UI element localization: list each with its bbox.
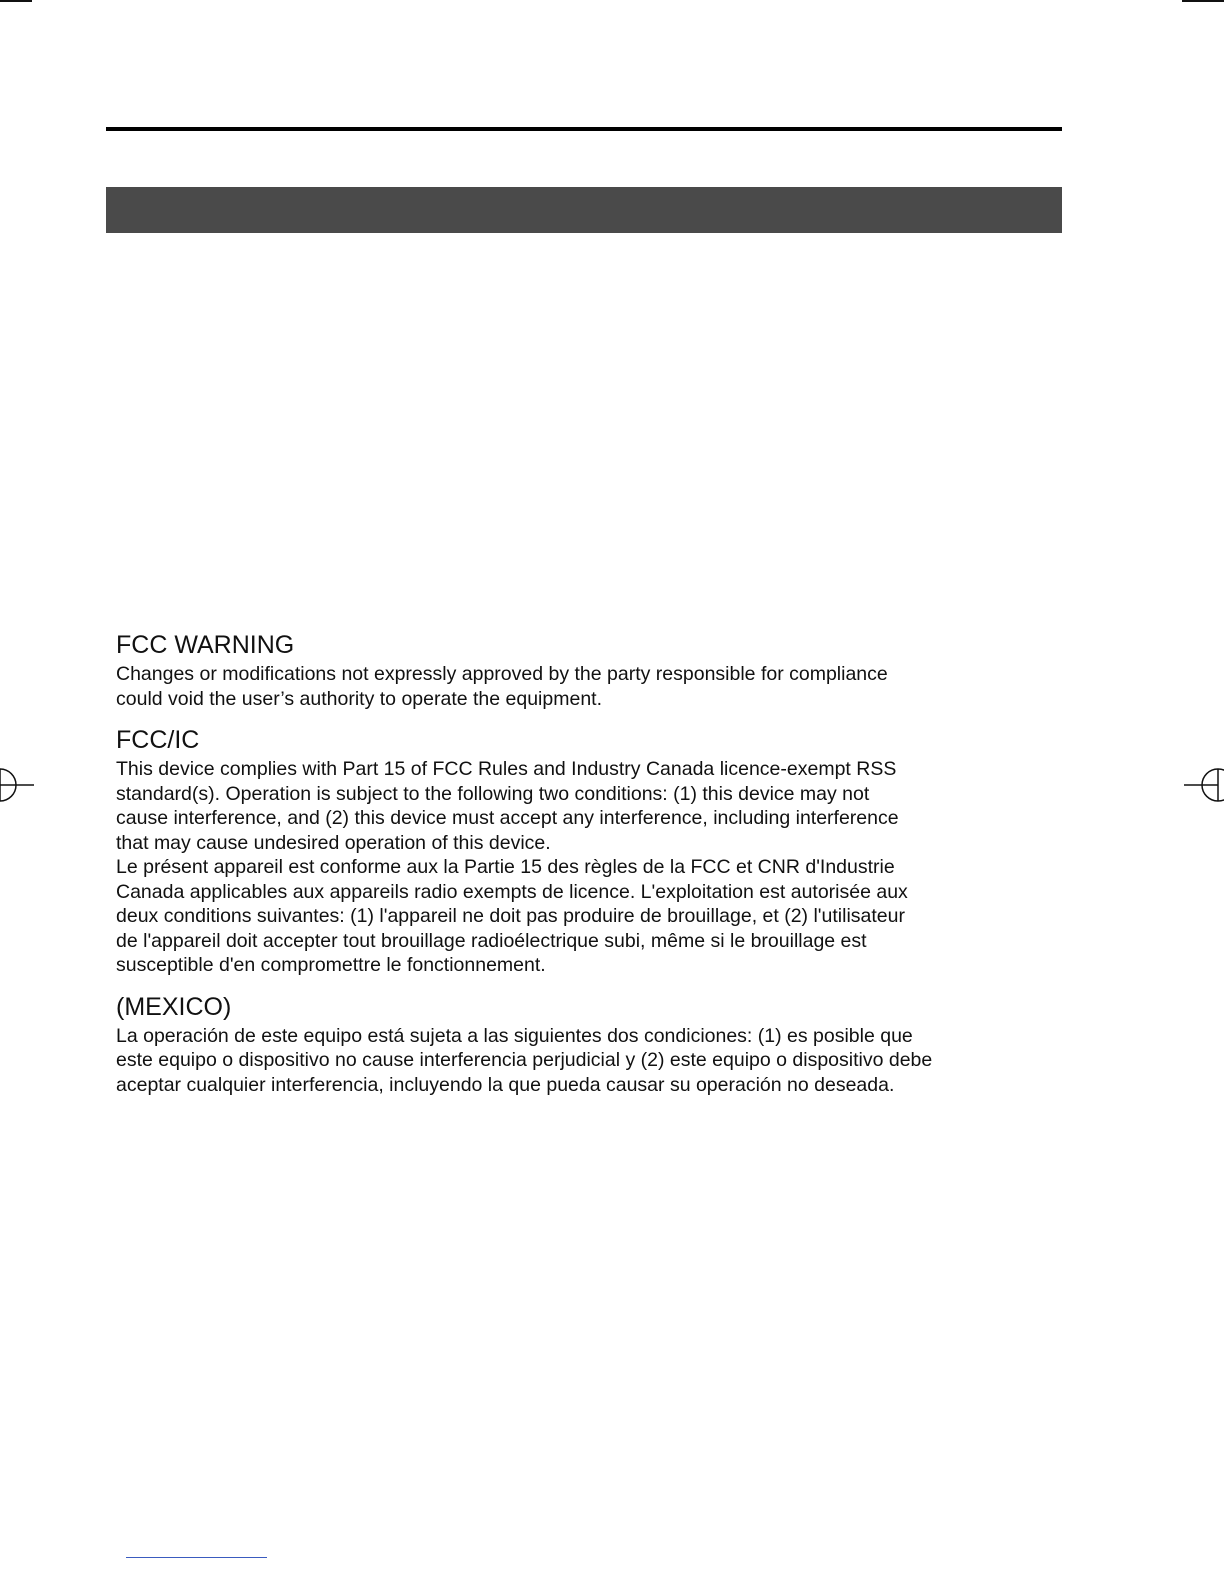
regulatory-content: [116, 630, 1066, 1111]
registration-mark-left: [0, 765, 34, 805]
header-bar: [106, 187, 1062, 233]
section-title: FCC WARNING: [116, 631, 295, 659]
section-paragraph: Changes or modifications not expressly approved by the party responsible for compliance could void the user’s authority to operate the equipment.: [116, 663, 888, 710]
section-fcc-ic: [116, 725, 1066, 978]
section-paragraph: This device complies with Part 15 of FCC Rules and Industry Canada licence-exempt RSS standard(s). Operation is subject to the following two conditions: (1) this device may not cause interference, and (2) this device must accept any interference, including interference that may cause undesired operation of this device.: [116, 758, 899, 854]
bottom-underline: [126, 1557, 267, 1558]
section-title: FCC/IC: [116, 726, 200, 754]
section-paragraph: Le présent appareil est conforme aux la Partie 15 des règles de la FCC et CNR d'Industrie Canada applicables aux appareils radio exempts de licence. L'exploitation est autorisée aux deux conditions suivantes: (1) l'appareil ne doit pas produire de brouillage, et (2) l'utilisateur de l'appareil doit accepter tout brouillage radioélectrique subi, même si le brouillage est susceptible d'en compromettre le fonctionnement.: [116, 856, 908, 976]
top-rule: [106, 127, 1062, 131]
section-fcc-warning: [116, 630, 1066, 711]
section-mexico: [116, 992, 1066, 1098]
section-title: (MEXICO): [116, 992, 232, 1021]
section-paragraph: La operación de este equipo está sujeta a las siguientes dos condiciones: (1) es posible que este equipo o dispositivo no cause interferencia perjudicial y (2) este equipo o dispositivo debe aceptar cualquier interferencia, incluyendo la que pueda causar su operación no deseada.: [116, 1024, 933, 1096]
registration-mark-right: [1184, 765, 1224, 805]
crop-mark-top-right: [1182, 0, 1224, 2]
crop-mark-top-left: [0, 0, 32, 2]
